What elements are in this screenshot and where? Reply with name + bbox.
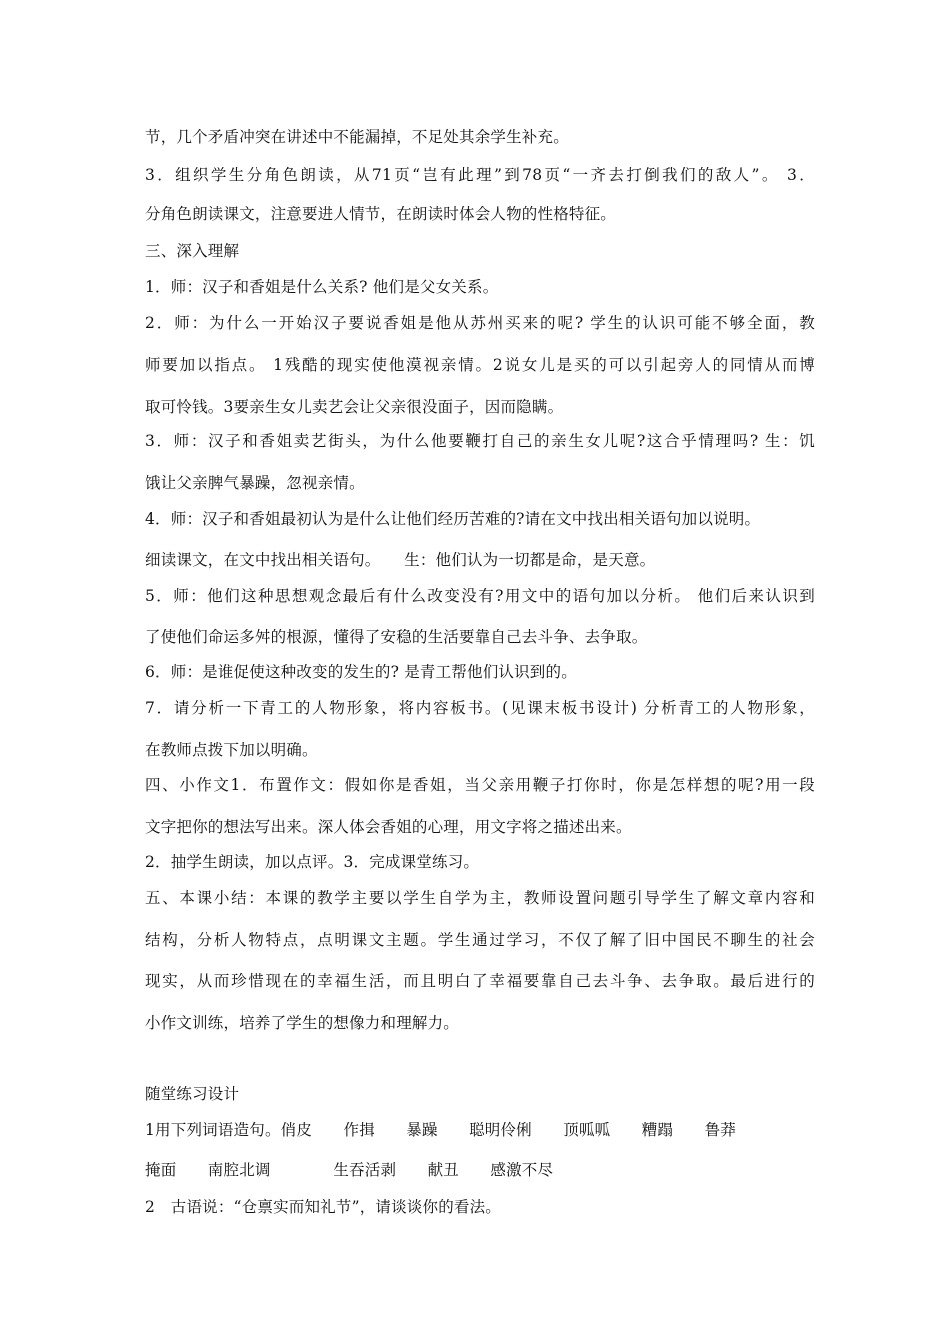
text-line-7: 师要加以指点。 1残酷的现实使他漠视亲情。2说女儿是买的可以引起旁人的同情从而博 <box>145 356 815 374</box>
text-line-11: 4．师：汉子和香姐最初认为是什么让他们经历苦难的?请在文中找出相关语句加以说明。 <box>145 510 761 528</box>
text-line-20: 2．抽学生朗读，加以点评。3．完成课堂练习。 <box>145 853 480 871</box>
exercise-item-2: 2 古语说：“仓禀实而知礼节”，请谈谈你的看法。 <box>145 1198 502 1216</box>
section-heading-3: 三、深入理解 <box>145 242 240 260</box>
text-line-14: 了使他们命运多舛的根源，懂得了安稳的生活要靠自己去斗争、去争取。 <box>145 628 648 646</box>
text-line-17: 在教师点拨下加以明确。 <box>145 741 318 759</box>
text-line-12: 细读课文，在文中找出相关语句。 生：他们认为一切都是命，是天意。 <box>145 551 656 569</box>
text-line-10: 饿让父亲脾气暴躁，忽视亲情。 <box>145 474 365 492</box>
section-heading-4: 四、小作文1．布置作文：假如你是香姐，当父亲用鞭子打你时，你是怎样想的呢?用一段 <box>145 776 815 794</box>
text-line-1: 节，几个矛盾冲突在讲述中不能漏掉，不足处其余学生补充。 <box>145 128 569 146</box>
text-line-24: 小作文训练，培养了学生的想像力和理解力。 <box>145 1014 460 1032</box>
text-line-13: 5．师：他们这种思想观念最后有什么改变没有?用文中的语句加以分析。 他们后来认识到 <box>145 587 815 605</box>
text-line-3: 分角色朗读课文，注意要进人情节，在朗读时体会人物的性格特征。 <box>145 205 617 223</box>
text-line-19: 文字把你的想法写出来。深人体会香姐的心理，用文字将之描述出来。 <box>145 818 632 836</box>
exercise-item-1-continued: 掩面 南腔北调 生吞活剥 献丑 感激不尽 <box>145 1161 554 1179</box>
text-line-23: 现实，从而珍惜现在的幸福生活，而且明白了幸福要靠自己去斗争、去争取。最后进行的 <box>145 972 815 990</box>
text-line-5: 1．师：汉子和香姐是什么关系? 他们是父女关系。 <box>145 278 499 296</box>
exercise-item-1: 1用下列词语造句。俏皮 作揖 暴躁 聪明伶俐 顶呱呱 糟蹋 鲁莽 <box>145 1121 736 1139</box>
exercise-heading: 随堂练习设计 <box>145 1085 240 1103</box>
text-line-2: 3．组织学生分角色朗读，从71页“岂有此理”到78页“一齐去打倒我们的敌人”。 3． <box>145 166 815 184</box>
text-line-22: 结构，分析人物特点，点明课文主题。学生通过学习，不仅了解了旧中国民不聊生的社会 <box>145 931 815 949</box>
text-line-6: 2．师：为什么一开始汉子要说香姐是他从苏州买来的呢? 学生的认识可能不够全面，教 <box>145 314 815 332</box>
text-line-9: 3．师：汉子和香姐卖艺街头，为什么他要鞭打自己的亲生女儿呢?这合乎情理吗? 生：饥 <box>145 432 815 450</box>
text-line-8: 取可怜钱。3要亲生女儿卖艺会让父亲很没面子，因而隐瞒。 <box>145 398 564 416</box>
text-line-16: 7．请分析一下青工的人物形象，将内容板书。(见课末板书设计) 分析青工的人物形象， <box>145 699 815 717</box>
section-heading-5: 五、本课小结：本课的教学主要以学生自学为主，教师设置问题引导学生了解文章内容和 <box>145 889 815 907</box>
text-line-15: 6．师：是谁促使这种改变的发生的? 是青工帮他们认识到的。 <box>145 663 577 681</box>
